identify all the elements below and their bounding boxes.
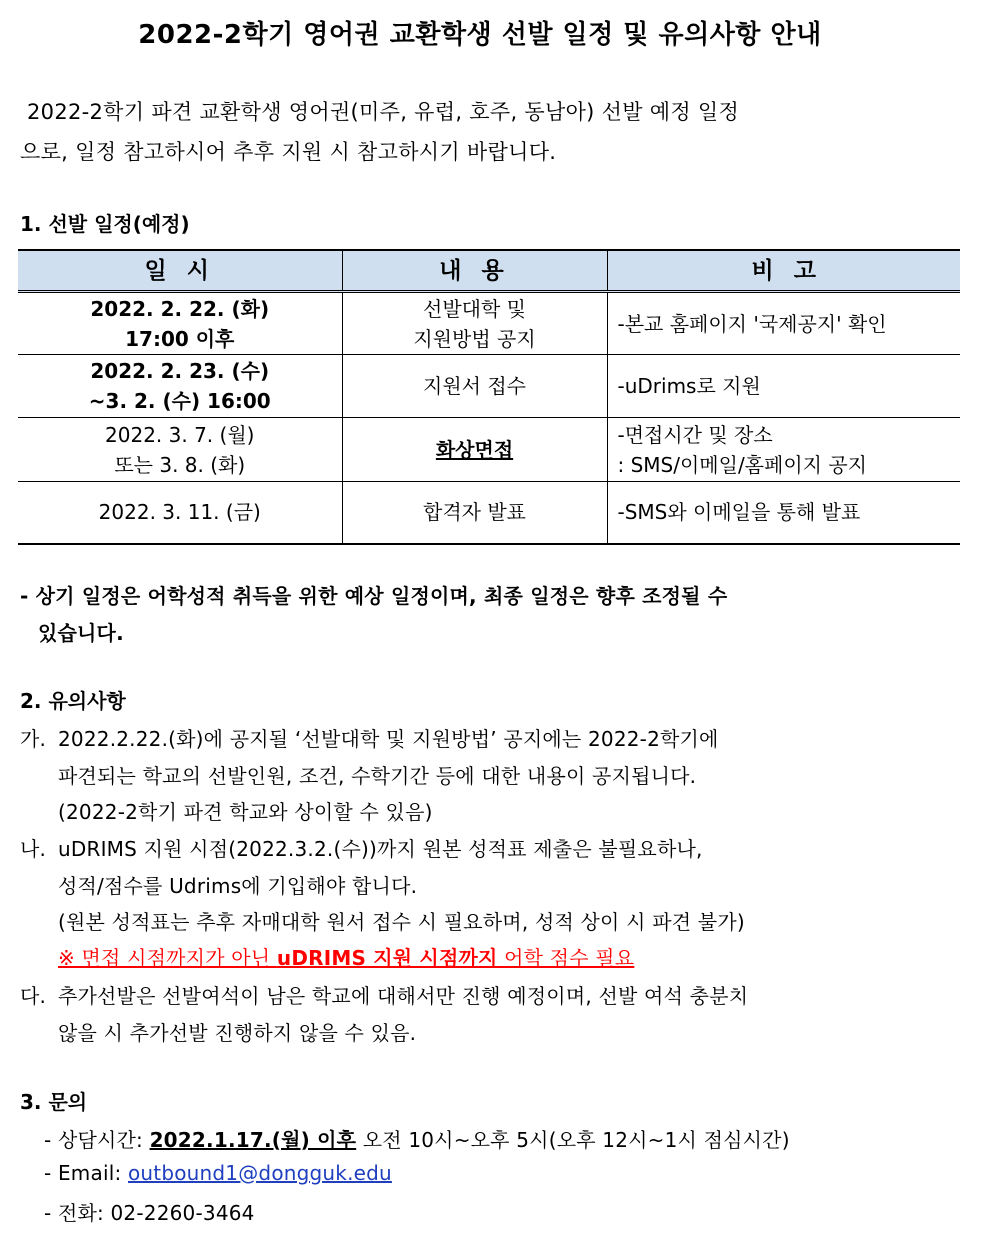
intro-line-1: 2022-2학기 파견 교환학생 영어권(미주, 유럽, 호주, 동남아) 선발 예정 일정 xyxy=(27,100,740,124)
row-date: 2022. 3. 7. (월) 또는 3. 8. (화) xyxy=(18,418,342,482)
item-da-line-2: 않을 시 추가선발 진행하지 않을 수 있음. xyxy=(58,1021,417,1045)
schedule-table xyxy=(18,249,960,545)
consult-hours: - 상담시간: 2022.1.17.(월) 이후 오전 10시~오후 5시(오후 12시~1시 점심시간) xyxy=(44,1128,790,1152)
intro-line-2: 으로, 일정 참고하시어 추후 지원 시 참고하시기 바랍니다. xyxy=(20,140,557,164)
item-ga-line-2: 파견되는 학교의 선발인원, 조건, 수학기간 등에 대한 내용이 공지됩니다. xyxy=(58,764,697,788)
section-3-heading: 3. 문의 xyxy=(20,1090,88,1114)
item-na-line-3: (원본 성적표는 추후 자매대학 원서 접수 시 필요하며, 성적 상이 시 파견 불가) xyxy=(58,910,745,934)
row-note: -uDrims로 지원 xyxy=(607,355,960,418)
schedule-notice-line-2: 있습니다. xyxy=(38,621,124,645)
table-row xyxy=(18,482,960,544)
item-da-marker: 다. xyxy=(20,984,47,1008)
row-note: -본교 홈페이지 '국제공지' 확인 xyxy=(607,292,960,355)
item-na-marker: 나. xyxy=(20,837,47,861)
table-row xyxy=(18,355,960,418)
row-content: 선발대학 및 지원방법 공지 xyxy=(342,292,607,355)
item-da-line-1: 추가선발은 선발여석이 남은 학교에 대해서만 진행 예정이며, 선발 여석 충분치 xyxy=(58,984,749,1008)
row-note: -면접시간 및 장소 : SMS/이메일/홈페이지 공지 xyxy=(607,418,960,482)
item-na-line-1: uDRIMS 지원 시점(2022.3.2.(수))까지 원본 성적표 제출은 불필요하나, xyxy=(58,837,703,861)
row-date: 2022. 2. 23. (수) ~3. 2. (수) 16:00 xyxy=(18,355,342,418)
section-1-heading: 1. 선발 일정(예정) xyxy=(20,212,190,236)
email-link[interactable]: outbound1@dongguk.edu xyxy=(127,1161,392,1185)
row-date: 2022. 2. 22. (화) 17:00 이후 xyxy=(18,292,342,355)
item-ga-line-1: 2022.2.22.(화)에 공지될 ‘선발대학 및 지원방법’ 공지에는 2022-2학기에 xyxy=(58,727,719,751)
header-content: 내 용 xyxy=(342,250,607,292)
schedule-header-row xyxy=(18,250,960,292)
contact-email: - Email: outbound1@dongguk.edu xyxy=(44,1161,392,1185)
row-content: 화상면접 xyxy=(342,418,607,482)
item-ga-marker: 가. xyxy=(20,727,47,751)
row-date: 2022. 3. 11. (금) xyxy=(18,482,342,544)
row-content: 합격자 발표 xyxy=(342,482,607,544)
item-na-line-2: 성적/점수를 Udrims에 기입해야 합니다. xyxy=(58,874,418,898)
header-date: 일 시 xyxy=(18,250,342,292)
table-row xyxy=(18,418,960,482)
row-note: -SMS와 이메일을 통해 발표 xyxy=(607,482,960,544)
item-ga-line-3: (2022-2학기 파견 학교와 상이할 수 있음) xyxy=(58,800,433,824)
page-title: 2022-2학기 영어권 교환학생 선발 일정 및 유의사항 안내 xyxy=(138,20,822,50)
row-content: 지원서 접수 xyxy=(342,355,607,418)
header-note: 비 고 xyxy=(607,250,960,292)
interview-warning: ※ 면접 시점까지가 아닌 uDRIMS 지원 시점까지 어학 점수 필요 xyxy=(58,946,635,970)
section-2-heading: 2. 유의사항 xyxy=(20,689,126,713)
contact-phone: - 전화: 02-2260-3464 xyxy=(44,1201,255,1225)
table-row xyxy=(18,292,960,355)
schedule-notice-line-1: - 상기 일정은 어학성적 취득을 위한 예상 일정이며, 최종 일정은 향후 조정될 수 xyxy=(20,584,728,608)
